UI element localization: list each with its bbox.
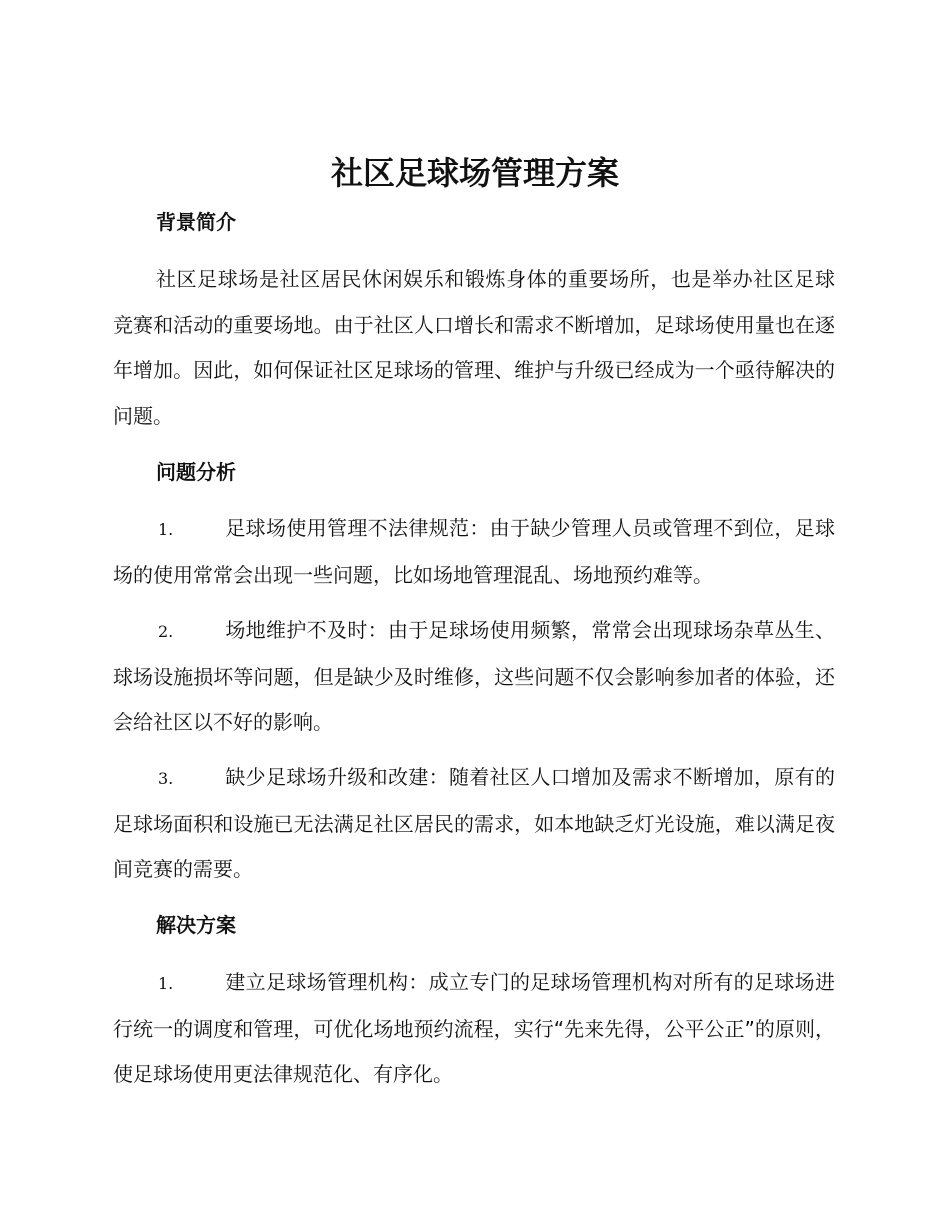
section-heading-analysis: 问题分析: [156, 460, 236, 484]
section-heading-background: 背景简介: [156, 210, 236, 234]
list-item-text: 场地维护不及时：由于足球场使用频繁，常常会出现球场杂草丛生、球场设施损坏等问题，但是缺少及时维修，这些问题不仅会影响参加者的体验，还会给社区以不好的影响。: [113, 618, 835, 734]
document-title: 社区足球场管理方案: [330, 154, 619, 192]
list-item-text: 足球场使用管理不法律规范：由于缺少管理人员或管理不到位，足球场的使用常常会出现一些问题，比如场地管理混乱、场地预约难等。: [113, 516, 835, 587]
solution-item-1: [113, 960, 835, 1098]
list-number: 2.: [158, 622, 174, 641]
list-item-text: 建立足球场管理机构：成立专门的足球场管理机构对所有的足球场进行统一的调度和管理，可优化场地预约流程，实行“先来先得，公平公正”的原则，使足球场使用更法律规范化、有序化。: [113, 970, 835, 1086]
section-heading-solutions: 解决方案: [156, 913, 236, 937]
analysis-item-3: [113, 755, 835, 893]
analysis-item-1: [113, 506, 835, 598]
list-number: 1.: [158, 520, 174, 539]
list-item-text: 缺少足球场升级和改建：随着社区人口增加及需求不断增加，原有的足球场面积和设施已无法满足社区居民的需求，如本地缺乏灯光设施，难以满足夜间竞赛的需要。: [113, 765, 835, 881]
analysis-item-2: [113, 608, 835, 746]
list-number: 3.: [158, 769, 174, 788]
list-number: 1.: [158, 974, 174, 993]
background-paragraph: 社区足球场是社区居民休闲娱乐和锻炼身体的重要场所，也是举办社区足球竞赛和活动的重要场地。由于社区人口增长和需求不断增加，足球场使用量也在逐年增加。因此，如何保证社区足球场的管理、维护与升级已经成为一个亟待解决的问题。: [113, 267, 835, 428]
